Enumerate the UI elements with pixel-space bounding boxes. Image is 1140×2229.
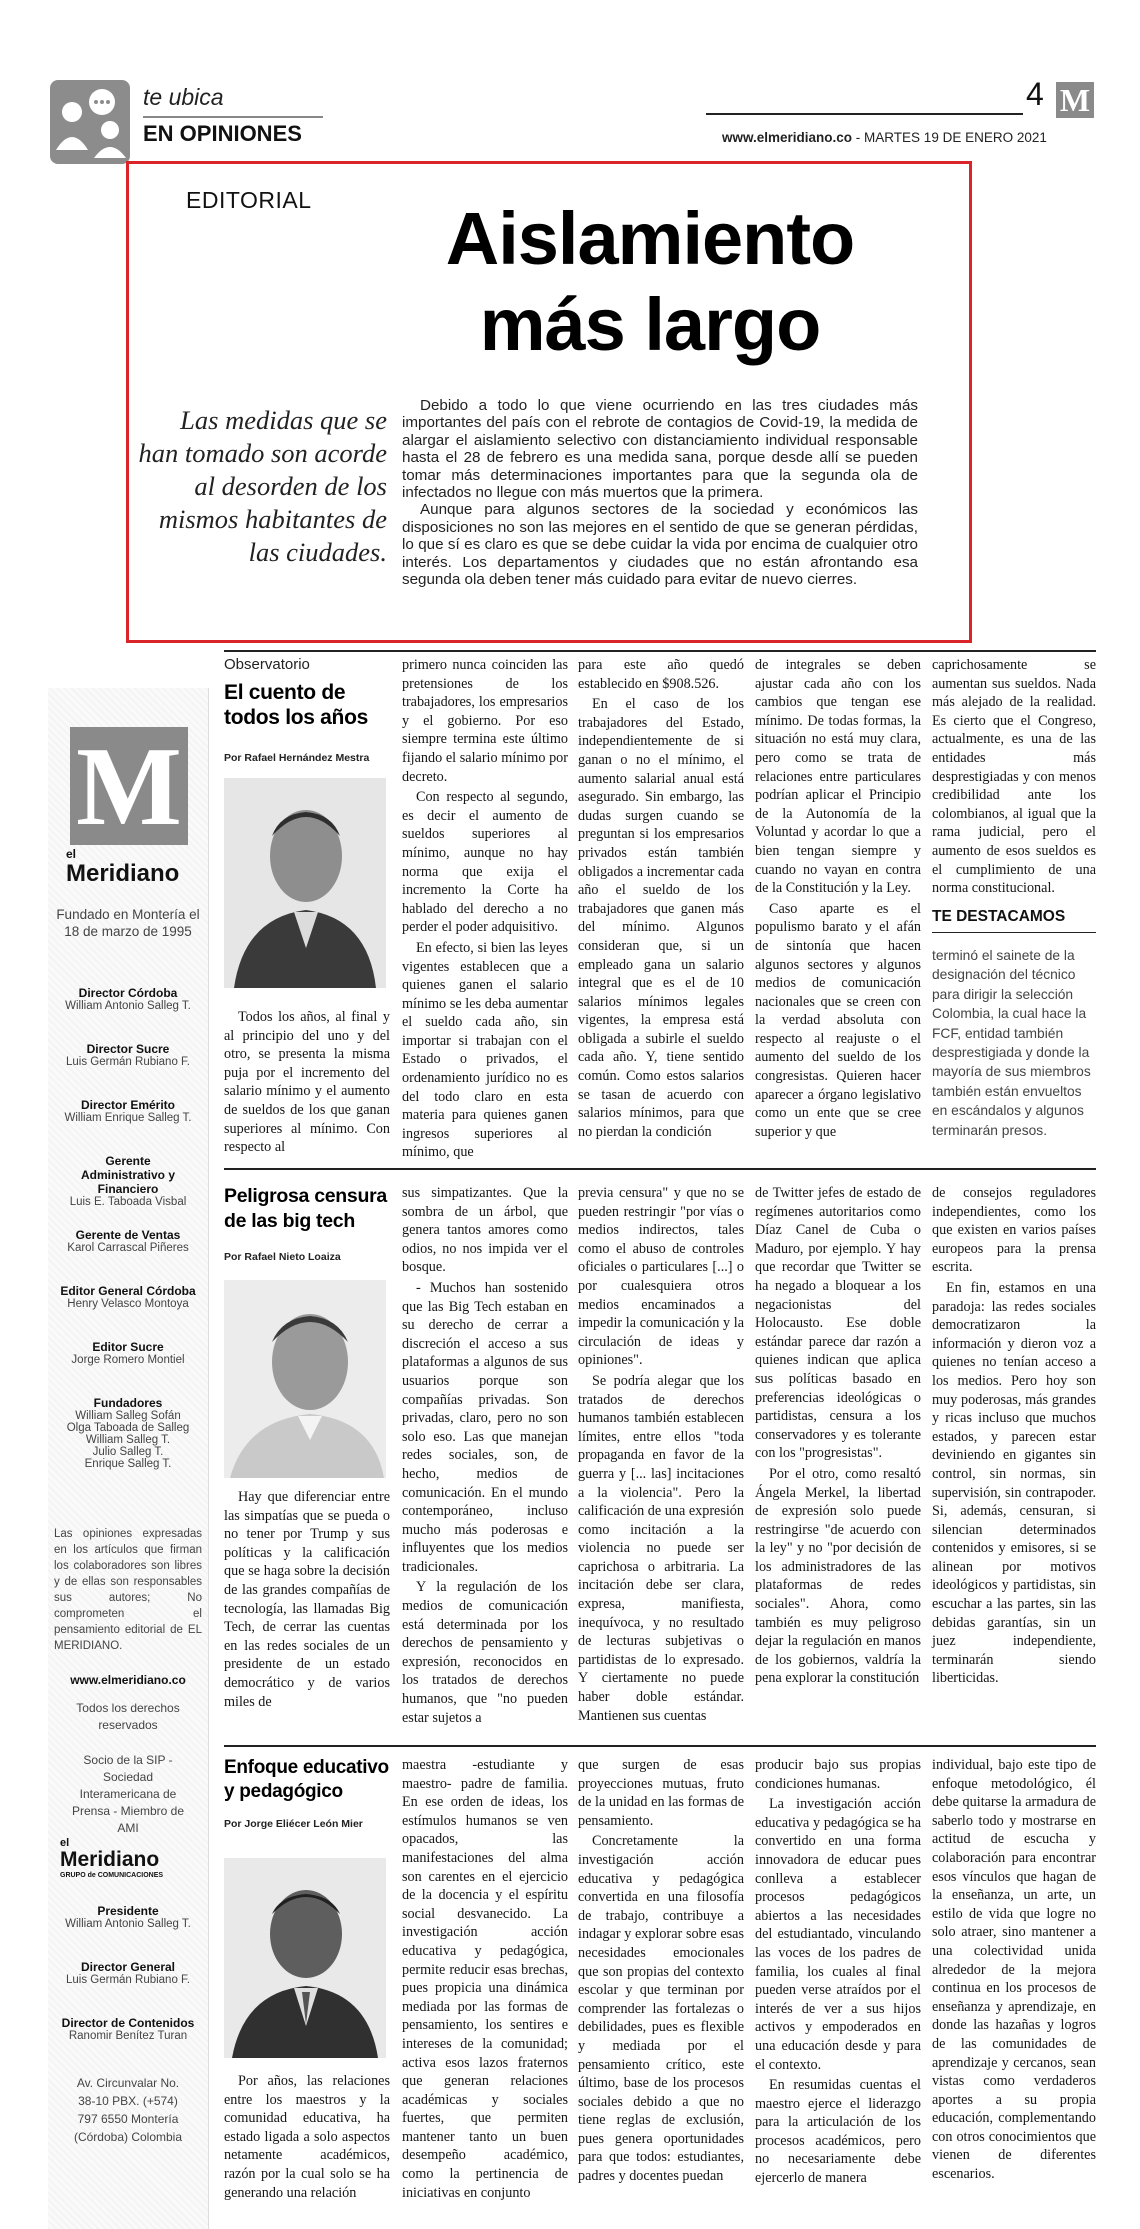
founder: Julio Salleg T. (92, 1446, 164, 1458)
staff-name: Luis Germán Rubiano F. (65, 1974, 190, 1986)
article2-text: de consejos reguladores independientes, como los que existen en varios países europeos para la prensa escrita. (932, 1185, 1096, 1276)
sidebar-staff-2 (48, 1042, 208, 1068)
highlight-box-text: terminó el sainete de la designación del técnico para dirigir la selección Colombia, la cual hace la FCF, entidad también desprestigiada y donde la mayoría de sus miembros también están envueltos en escándalos y algunos terminarán presos. (932, 948, 1091, 1138)
article3-text: que surgen de esas proyecciones mutuas, fruto de la unidad en las formas de pensamiento. (578, 1757, 744, 1829)
sidebar-staff2-3 (48, 2016, 208, 2042)
article3-col2 (402, 1756, 568, 2204)
site-date (722, 130, 1047, 145)
section-kicker: te ubica (143, 84, 224, 110)
highlight-box-title: TE DESTACAMOS (932, 908, 1066, 925)
staff-name: Karol Carrascal Piñeres (67, 1242, 189, 1254)
sidebar-staff-4 (48, 1154, 208, 1208)
article3-text: En resumidas cuentas el maestro ejerce el liderazgo para la articulación de los procesos académicos, pero no necesariamente debe ejercerlo de manera (755, 2077, 921, 2187)
article1-text: de integrales se deben ajustar cada año con los cambios que tengan ese mínimo. De todas formas, la situación no está muy clara, pero como se trata de relaciones entre particulares podrían aplicar el Principio de la Autonomía de la Voluntad y acordar lo que a bien tengan siempre y cuando no vayan en contra de la Constitución y la Ley. (755, 657, 921, 897)
sidebar-founded: Fundado en Montería el 18 de marzo de 1995 (56, 907, 200, 939)
author-portrait-icon (224, 1280, 386, 1478)
sidebar-staff-3 (48, 1098, 208, 1124)
article1-col1 (224, 1008, 390, 1159)
article2-text: - Muchos han sostenido que las Big Tech estaban en su derecho de cerrar a discreción el acceso a sus plataformas a algunos de sus usuarios porque son compañías privadas. Son privadas, claro, pero no son solo eso. Las que manejan redes sociales, son, de hecho, medios de comunicación. En el mundo contemporáneo, incluso mucho más poderosas e influyentes que los medios tradicionales. (402, 1279, 568, 1575)
sidebar-disclaimer: Las opiniones expresadas en los artículos que firman los colaboradores son libres y de ellas son responsables sus autores; No comprometen el pensamiento editorial de EL MERIDIANO. (54, 1528, 202, 1652)
editorial-body (402, 397, 918, 588)
staff-name: William Enrique Salleg T. (64, 1112, 192, 1124)
staff-name: Henry Velasco Montoya (67, 1298, 189, 1310)
founders-title: Fundadores (93, 1396, 163, 1410)
sidebar-staff2-1 (48, 1904, 208, 1930)
article3-text: individual, bajo este tipo de enfoque metodológico, él debe quitarse la armadura de saberlo todo y mostrarse en actitud de escucha y colaboración para encontrar esos vínculos que hagan de la enseñanza, un arte, un estilo de vida que logre no solo atraer, sino mantener a una colectividad unida alrededor de la mejora continua en los procesos de enseñanza y aprendizaje, en donde las hazañas y logros de las comunidades de aprendizaje y cercanos, sean vistas como verdaderos aportes a su propia educación, complementando con otros conocimientos que vienen de diferentes escenarios. (932, 1757, 1096, 2183)
article3-top-rule (224, 1745, 1096, 1747)
sidebar-staff-5 (48, 1228, 208, 1254)
staff-name: Luis Germán Rubiano F. (65, 1056, 190, 1068)
article3-text: Por años, las relaciones entre los maestros y la comunidad educativa, ha estado ligada a solo aspectos netamente académicos, razón por la cual solo se ha generando una relación (224, 2073, 390, 2201)
editorial-title (370, 196, 930, 368)
article1-text: Con respecto al segundo, es decir el aumento de sueldos superiores al mínimo, aunque no hay norma que exija el incremento la Corte ha hablado del derecho a no perder el poder adquisitivo. (402, 789, 568, 936)
article3-author-photo (224, 1858, 386, 2058)
site-url[interactable]: www.elmeridiano.co (722, 130, 853, 145)
staff-role: Gerente de Ventas (75, 1228, 181, 1242)
group-brand-small: el (60, 1837, 70, 1849)
article2-text: previa censura" y que no se pueden restringir "por vías o medios indirectos, tales como el abuso de controles oficiales o particulares [...] o por cualesquiera otros medios encaminados a impedir la comunicación y la circulación de ideas y opiniones". (578, 1185, 744, 1369)
sidebar-brand (66, 848, 179, 887)
article3-text: maestra -estudiante y maestro- padre de familia. En ese orden de ideas, los estímulos humanos se ven opacados, las manifestaciones del alma son carentes en el ejercicio de la docencia y el espíritu social desvanecido. La investigación acción educativa y pedagógica, permite reducir esas brechas, pues propicia una dinámica mediada por las formas de pensamiento, los sentires e intereses de la comunidad; activa esos lazos fraternos que generan relaciones académicas y sociales fuertes, que permiten mantener tanto un buen desempeño académico, como la pertinencia de iniciativas en conjunto (402, 1757, 568, 2201)
article2-col4 (755, 1184, 921, 1690)
staff-role: Director Emérito (80, 1098, 176, 1112)
people-chat-icon (50, 80, 130, 164)
article2-title: Peligrosa censura de las big tech (224, 1185, 387, 1232)
article3-title: Enfoque educativo y pedagógico (224, 1757, 389, 1802)
sidebar-staff2-2 (48, 1960, 208, 1986)
section-rule (143, 116, 323, 118)
article1-author-photo (224, 778, 386, 988)
staff-name: Jorge Romero Montiel (71, 1354, 185, 1366)
sidebar-brand-name: Meridiano (66, 860, 180, 887)
masthead-logo: M (1056, 82, 1094, 118)
group-brand-name: Meridiano (60, 1848, 160, 1871)
staff-name: Ranomir Benítez Turan (68, 2030, 188, 2042)
article2-byline: Por Rafael Nieto Loaiza (224, 1251, 341, 1263)
issue-date: - MARTES 19 DE ENERO 2021 (855, 130, 1047, 145)
article2-text: Y la regulación de los medios de comunicación está determinada por los derechos de pensamiento y expresión, reconocidos en los tratados de derechos humanos, que "no pueden estar sujetos a (402, 1579, 568, 1726)
article3-col1 (224, 2072, 390, 2204)
founder: Enrique Salleg T. (84, 1458, 172, 1470)
editorial-pull-quote: Las medidas que se han tomado son acorde al desorden de los mismos habitantes de las ciudades. (138, 405, 387, 567)
staff-role: Editor General Córdoba (60, 1284, 196, 1298)
article2-text: Se podría alegar que los tratados de derechos humanos también establecen límites, entre ellos "toda propaganda en favor de la guerra y [... las] incitaciones a la violencia". Pero la calificación de una expresión como incitación a la violencia no puede ser caprichosa o arbitraria. La incitación debe ser clara, expresa, manifiesta, inequívoca, y no resultado de lecturas subjetivas o partidistas de lo expresado. Y ciertamente no puede haber doble estándar. Mantienen sus cuentas (578, 1372, 744, 1724)
editorial-title-line2: más largo (479, 283, 821, 366)
staff-role: Director Córdoba (78, 986, 178, 1000)
sidebar-address: Av. Circunvalar No. 38-10 PBX. (+574) 797 6550 Montería (Córdoba) Colombia (73, 2076, 183, 2144)
article2-col1 (224, 1488, 390, 1713)
article2-text: sus simpatizantes. Que la sombra de un árbol, que genera tantos amores como odios, no nos impida ver el bosque. (402, 1185, 568, 1276)
header-rule (706, 113, 1023, 115)
staff-role: Gerente Administrativo y Financiero (80, 1154, 176, 1196)
sidebar-sip: Socio de la SIP - Sociedad Interamericana de Prensa - Miembro de AMI (71, 1753, 185, 1835)
founder: William Salleg T. (85, 1434, 171, 1446)
staff-role: Director Sucre (86, 1042, 170, 1056)
sidebar-staff-6 (48, 1284, 208, 1310)
article2-author-photo (224, 1280, 386, 1478)
article2-text: de Twitter jefes de estado de regímenes autoritarios como Díaz Canel de Cuba o Maduro, por ejemplo. Y hay que recordar que Twitter se ha negado a bloquear a los negacionistas del Holocausto. Ese doble estándar parece dar razón a quienes indican que aplica sus políticas basado en preferencias ideológicas o partidistas, censura a los conservadores y es tolerante con los "progresistas". (755, 1185, 921, 1462)
article2-col2 (402, 1184, 568, 1729)
article2-col3 (578, 1184, 744, 1727)
author-portrait-icon (224, 1858, 386, 2058)
article2-text: Por el otro, como resaltó Ángela Merkel, la libertad de expresión solo puede restringirse "de acuerdo con la ley" y no "por decisión de los administradores de las plataformas de redes sociales". Ahora, como también es muy peligroso dejar la regulación en manos de los gobiernos, valdría la pena explorar la constitución (755, 1465, 921, 1687)
sidebar-staff-7 (48, 1340, 208, 1366)
article1-text: primero nunca coinciden las pretensiones de los trabajadores, los empresarios y el gobierno. Por eso siempre termina este último fijando el salario mínimo por decreto. (402, 657, 568, 785)
group-brand-sub: GRUPO de COMUNICACIONES (60, 1872, 164, 1879)
article3-text: La investigación acción educativa y pedagógica se ha convertido en una forma innovadora de educar pues conlleva a establecer procesos pedagógicos abiertos a las necesidades del estudiantado, vinculando las voces de los padres de familia, los cuales al final pueden verse atraídos por el interés de ver a sus hijos activos y empoderados en una educación desde y para el contexto. (755, 1796, 921, 2073)
article1-col3 (578, 656, 744, 1143)
author-portrait-icon (224, 778, 386, 988)
article1-text: Caso aparte es el populismo barato y el afán de sintonía que hacen algunos sectores y algunos medios de comunicación nacionales que se creen con la verdad absoluta con respecto al reajuste o el aumento del sueldo de los congresistas. Quieren hacer aparecer a órgano legislativo como un ente que se cree superior y que (755, 900, 921, 1140)
article3-text: Concretamente la investigación acción educativa y pedagógica convertida en una filosofía de trabajo, contribuye a indagar y explorar sobre esas necesidades emocionales que son propias del contexto escolar y que terminan por comprender las fortalezas o debilidades, pues es flexible y mediada por el pensamiento crítico, este último, base de los procesos sociales debido a que no tiene reglas de exclusión, pues genera oportunidades para que todos: estudiantes, padres y docentes puedan (578, 1833, 744, 2185)
staff-name: Luis E. Taboada Visbal (69, 1196, 187, 1208)
staff-role: Presidente (97, 1904, 159, 1918)
sidebar-logo: M (70, 727, 188, 845)
article1-text: En efecto, si bien las leyes vigentes establecen que a quienes ganen el salario mínimo se les deba aumentar el sueldo cada año, sin importar si trabajan con el Estado o privados, el ordenamiento jurídico no es del todo claro en esta materia para quienes ganen ingresos superiores al mínimo, que (402, 939, 568, 1161)
staff-name: William Antonio Salleg T. (65, 1000, 191, 1012)
article2-col5 (932, 1184, 1096, 1690)
sidebar-group-logo (60, 1838, 210, 1880)
founder: William Salleg Sofán (75, 1410, 181, 1422)
article3-col3 (578, 1756, 744, 2188)
staff-role: Editor Sucre (92, 1340, 164, 1354)
article1-text: Todos los años, al final y al principio del uno y del otro, se presenta la misma puja por el incremento del salario mínimo y el aumento de sueldos de los que ganan superiores al mínimo. Con respecto al (224, 1009, 390, 1156)
page-number: 4 (1026, 76, 1044, 112)
article2-top-rule (224, 1168, 1096, 1170)
article2-text: Hay que diferenciar entre las simpatías que se pueda o no tener por Trump y sus políticas y la calificación que se haga sobre la decisión de las grandes compañías de tecnología, las llamadas Big Tech, de cerrar las cuentas en las redes sociales de un presidente de un estado democrático y de varios miles de (224, 1489, 390, 1710)
article1-title: El cuento de todos los años (224, 681, 368, 729)
staff-role: Director de Contenidos (61, 2016, 195, 2030)
founder: Olga Taboada de Salleg (66, 1422, 190, 1434)
article1-text: para este año quedó establecido en $908.526. (578, 657, 744, 692)
sidebar-rights: Todos los derechos reservados (76, 1701, 180, 1732)
article1-kicker: Observatorio (224, 656, 310, 673)
editorial-para-1: Debido a todo lo que viene ocurriendo en las tres ciudades más importantes del país con el rebrote de contagios de Covid-19, la medida de alargar el aislamiento selectivo con distanciamiento individual responsable hasta el 28 de febrero es una medida sana, porque desde allí se pueden tomar más determinaciones importantes para que la segunda ola de infectados no llegue con más muertos que la primera. (402, 397, 918, 502)
article1-byline: Por Rafael Hernández Mestra (224, 752, 370, 764)
editorial-para-2: Aunque para algunos sectores de la sociedad y económicos las disposiciones no son las mejores en el sentido de que se generan pérdidas, lo que sí es claro es que se debe cuidar la vida por encima de cualquier otro interés. Los departamentos y ciudades que no están afrontando esa segunda ola deben tener más cuidado para evitar de nuevo cierres. (402, 501, 918, 589)
article1-text: caprichosamente se aumentan sus sueldos. Nada más alejado de la realidad. Es cierto que el Congreso, actualmente, es una de las entidades más desprestigiadas y con menos credibilidad ante los colombianos, al igual que la rama judicial, pero el aumento de esos sueldos es el cumplimiento de una norma constitucional. (932, 657, 1096, 897)
article1-top-rule (224, 650, 1096, 652)
highlight-box-rule (932, 932, 1096, 933)
sidebar-website[interactable]: www.elmeridiano.co (70, 1673, 186, 1687)
article1-col2 (402, 656, 568, 1164)
article3-byline: Por Jorge Eliécer León Mier (224, 1818, 363, 1830)
sidebar-brand-small: el (66, 847, 77, 861)
article3-col5 (932, 1756, 1096, 2186)
sidebar-founders (48, 1396, 208, 1470)
staff-name: William Antonio Salleg T. (65, 1918, 191, 1930)
article1-text: En el caso de los trabajadores del Estado, independientemente de si ganan o no el mínimo, el aumento salarial anual está asegurado. Sin embargo, las dudas surgen cuando se preguntan si los empresarios privados están también obligados a incrementar cada año el sueldo de los trabajadores que ganen más del mínimo. Algunos consideran que, si un empleado gana un salario integral que es el de 10 salarios mínimos legales vigentes, la empresa está obligada a subirle el sueldo cada año. Y, tiene sentido común. Como estos salarios se tasan de acuerdo con salarios mínimos, para que no pierdan la condición (578, 696, 744, 1140)
article3-text: producir bajo sus propias condiciones humanas. (755, 1757, 921, 1792)
article3-col4 (755, 1756, 921, 2190)
staff-role: Director General (80, 1960, 176, 1974)
article1-col4 (755, 656, 921, 1143)
sidebar-staff-1 (48, 986, 208, 1012)
editorial-title-line1: Aislamiento (445, 197, 855, 280)
section-icon (50, 80, 130, 164)
article1-col5 (932, 656, 1096, 900)
editorial-label: EDITORIAL (186, 187, 312, 213)
section-title: EN OPINIONES (143, 121, 302, 146)
article2-text: En fin, estamos en una paradoja: las redes sociales democratizaron la información y dieron voz a quienes no tenían acceso a los medios. Pero hoy son muy poderosas, más grandes y ricas incluso que muchos estados, y parecen estar deviniendo en gigantes sin control, sin normas, sin supervisión, sin contrapoder. Si, además, censuran, si silencian determinados contenidos y emisores, si se alinean por motivos ideológicos y partidistas, sin escuchar a las partes, sin las debidas garantías, sin un juez independiente, terminarán siendo liberticidas. (932, 1279, 1096, 1687)
